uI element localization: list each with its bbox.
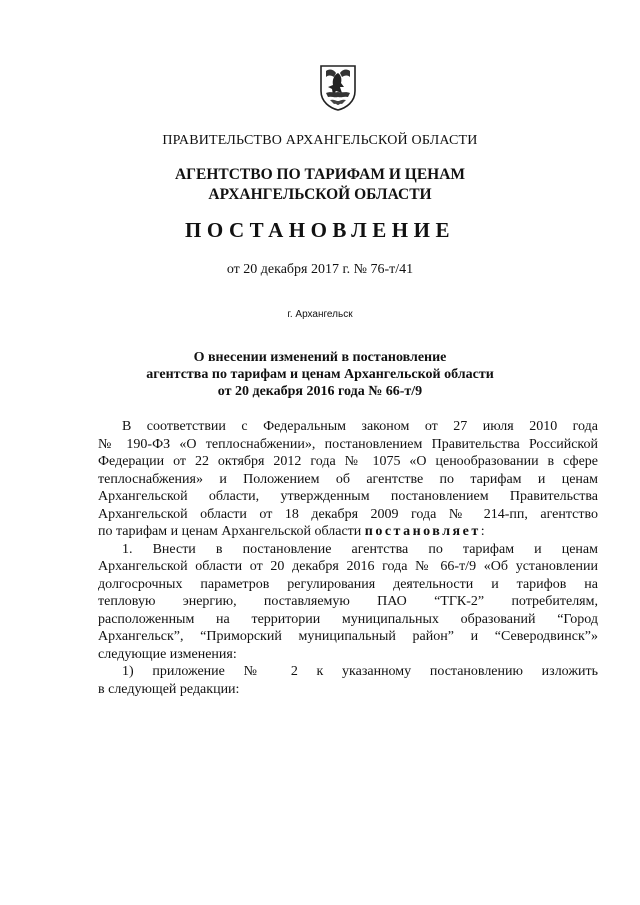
text-line: 1) приложение № 2 к указанному постановлению изложить (122, 664, 598, 679)
paragraph-item-1 (98, 541, 598, 664)
document-date-number: от 20 декабря 2017 г. № 76-т/41 (226, 262, 414, 277)
coat-of-arms-icon (318, 63, 358, 111)
subject-line1: О внесении изменений в постановление (193, 350, 447, 365)
text-line: в следующей редакции: (98, 681, 240, 697)
text-line: Архангельск”, “Приморский муниципальный район” и “Северодвинск”» (98, 629, 598, 644)
subject-line3: от 20 декабря 2016 года № 66-т/9 (217, 384, 423, 399)
document-type: ПОСТАНОВЛЕНИЕ (185, 218, 455, 242)
text-line: Федерации от 22 октября 2012 года № 1075 «О ценообразовании в сфере (98, 454, 598, 469)
text-line: следующие изменения: (98, 646, 237, 662)
agency-name (0, 165, 640, 205)
text-line: расположенным на территории муниципальных образований “Город (98, 611, 598, 627)
text-line: Архангельской области от 18 декабря 2009 года № 214-пп, агентство (98, 506, 598, 522)
text-line (98, 523, 598, 541)
agency-name-line2: АРХАНГЕЛЬСКОЙ ОБЛАСТИ (208, 186, 432, 203)
text-segment: : (480, 524, 485, 539)
text-line: Архангельской области, утвержденным постановлением Правительства (98, 489, 598, 504)
paragraph-preamble (98, 418, 598, 541)
text-line: теплоснабжения» и Положением об агентстве по тарифам и ценам (98, 471, 598, 487)
document-subject (0, 349, 640, 400)
government-name: ПРАВИТЕЛЬСТВО АРХАНГЕЛЬСКОЙ ОБЛАСТИ (162, 133, 478, 148)
agency-name-line1: АГЕНТСТВО ПО ТАРИФАМ И ЦЕНАМ (174, 166, 466, 183)
text-line: тепловую энергию, поставляемую ПАО “ТГК-2” потребителям, (98, 594, 598, 609)
text-line: № 190-ФЗ «О теплоснабжении», постановлением Правительства Российской (98, 436, 598, 452)
document-city: г. Архангельск (287, 309, 353, 320)
text-segment: по тарифам и ценам Архангельской области (98, 524, 362, 539)
subject-line2: агентства по тарифам и ценам Архангельской области (146, 367, 494, 382)
text-line: 1. Внести в постановление агентства по тарифам и ценам (122, 541, 598, 557)
text-line: В соответствии с Федеральным законом от 27 июля 2010 года (122, 419, 598, 434)
document-body (98, 418, 598, 698)
resolution-word: постановляет (364, 524, 481, 539)
paragraph-subitem-1 (98, 663, 598, 698)
text-line: Архангельской области от 20 декабря 2016 года № 66-т/9 «Об установлении (98, 559, 598, 574)
text-line: долгосрочных параметров регулирования деятельности и тарифов на (98, 576, 598, 592)
